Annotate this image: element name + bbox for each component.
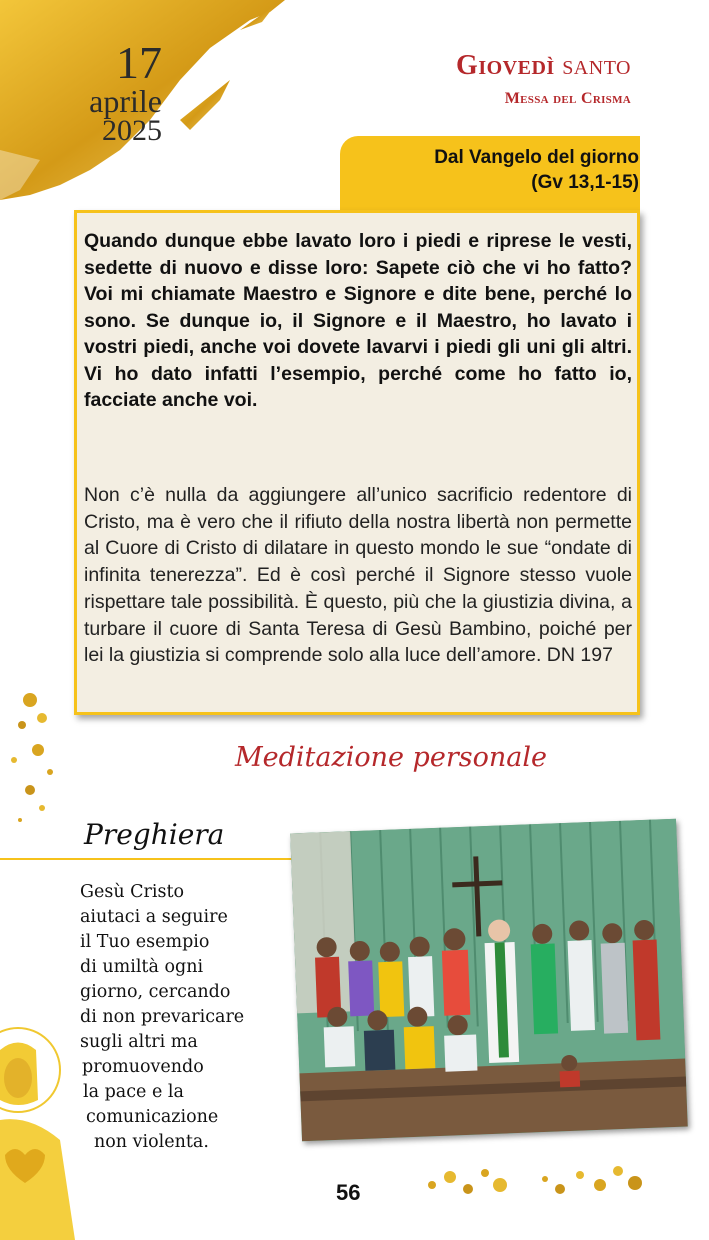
gospel-label-line1: Dal Vangelo del giorno — [434, 147, 639, 168]
meditation-heading: Meditazione personale — [235, 742, 547, 773]
date-day: 17 — [116, 37, 162, 88]
prayer-line: di umiltà ogni — [80, 957, 204, 977]
prayer-line: non violenta. — [94, 1132, 209, 1152]
community-photo — [290, 819, 688, 1142]
prayer-line: aiutaci a seguire — [80, 907, 228, 927]
prayer-divider — [0, 858, 300, 860]
prayer-line: sugli altri ma — [80, 1032, 198, 1052]
prayer-line: la pace e la — [83, 1082, 184, 1102]
gold-dots-icon — [420, 1155, 660, 1210]
gospel-label — [434, 145, 639, 195]
prayer-line: promuovendo — [82, 1057, 204, 1077]
prayer-line: il Tuo esempio — [80, 932, 210, 952]
prayer-line: di non prevaricare — [80, 1007, 245, 1027]
community-photo-image — [290, 819, 688, 1142]
gospel-reference: (Gv 13,1-15) — [531, 172, 639, 193]
prayer-text — [80, 880, 290, 1155]
prayer-title: Preghiera — [84, 818, 225, 851]
prayer-line: comunicazione — [86, 1107, 219, 1127]
prayer-line: giorno, cercando — [80, 982, 231, 1002]
prayer-line: Gesù Cristo — [80, 882, 185, 902]
date-block — [62, 37, 162, 147]
commentary-text: Non c’è nulla da aggiungere all’unico sacrificio redentore di Cristo, ma è vero che il rifiuto della nostra libertà non permette al Cuore di Cristo di dilatare in questo mondo le sue “ondate di infinita tenerezza”. Ed è così perché il Signore stesso vuole rispettare tale possibilità. È questo, più che la giustizia divina, a turbare il cuore di Santa Teresa di Gesù Bambino, poiché per lei la giustizia si comprende solo alla luce dell’amore. DN 197 — [84, 484, 632, 667]
title-light: santo — [562, 50, 631, 81]
title-strong: Giovedì — [456, 50, 555, 81]
gospel-text: Quando dunque ebbe lavato loro i piedi e riprese le vesti, sedette di nuovo e disse loro: Sapete ciò che vi ho fatto? Voi mi chiamate Maestro e Signore e dite bene, perché lo sono. Se dunque io, il Signore e il Maestro, ho lavato i vostri piedi, anche voi dovete lavarvi i piedi gli uni gli altri. Vi ho dato infatti l’esempio, perché come ho fatto io, facciate anche voi. — [84, 230, 632, 411]
gold-dots-icon — [0, 680, 70, 840]
date-month: aprile — [89, 83, 162, 119]
date-year: 2025 — [102, 114, 162, 147]
page-subtitle: Messa del Crisma — [504, 90, 631, 107]
page-number: 56 — [336, 1180, 361, 1205]
sacred-heart-jesus-icon — [0, 1010, 80, 1240]
page-title — [456, 50, 631, 82]
